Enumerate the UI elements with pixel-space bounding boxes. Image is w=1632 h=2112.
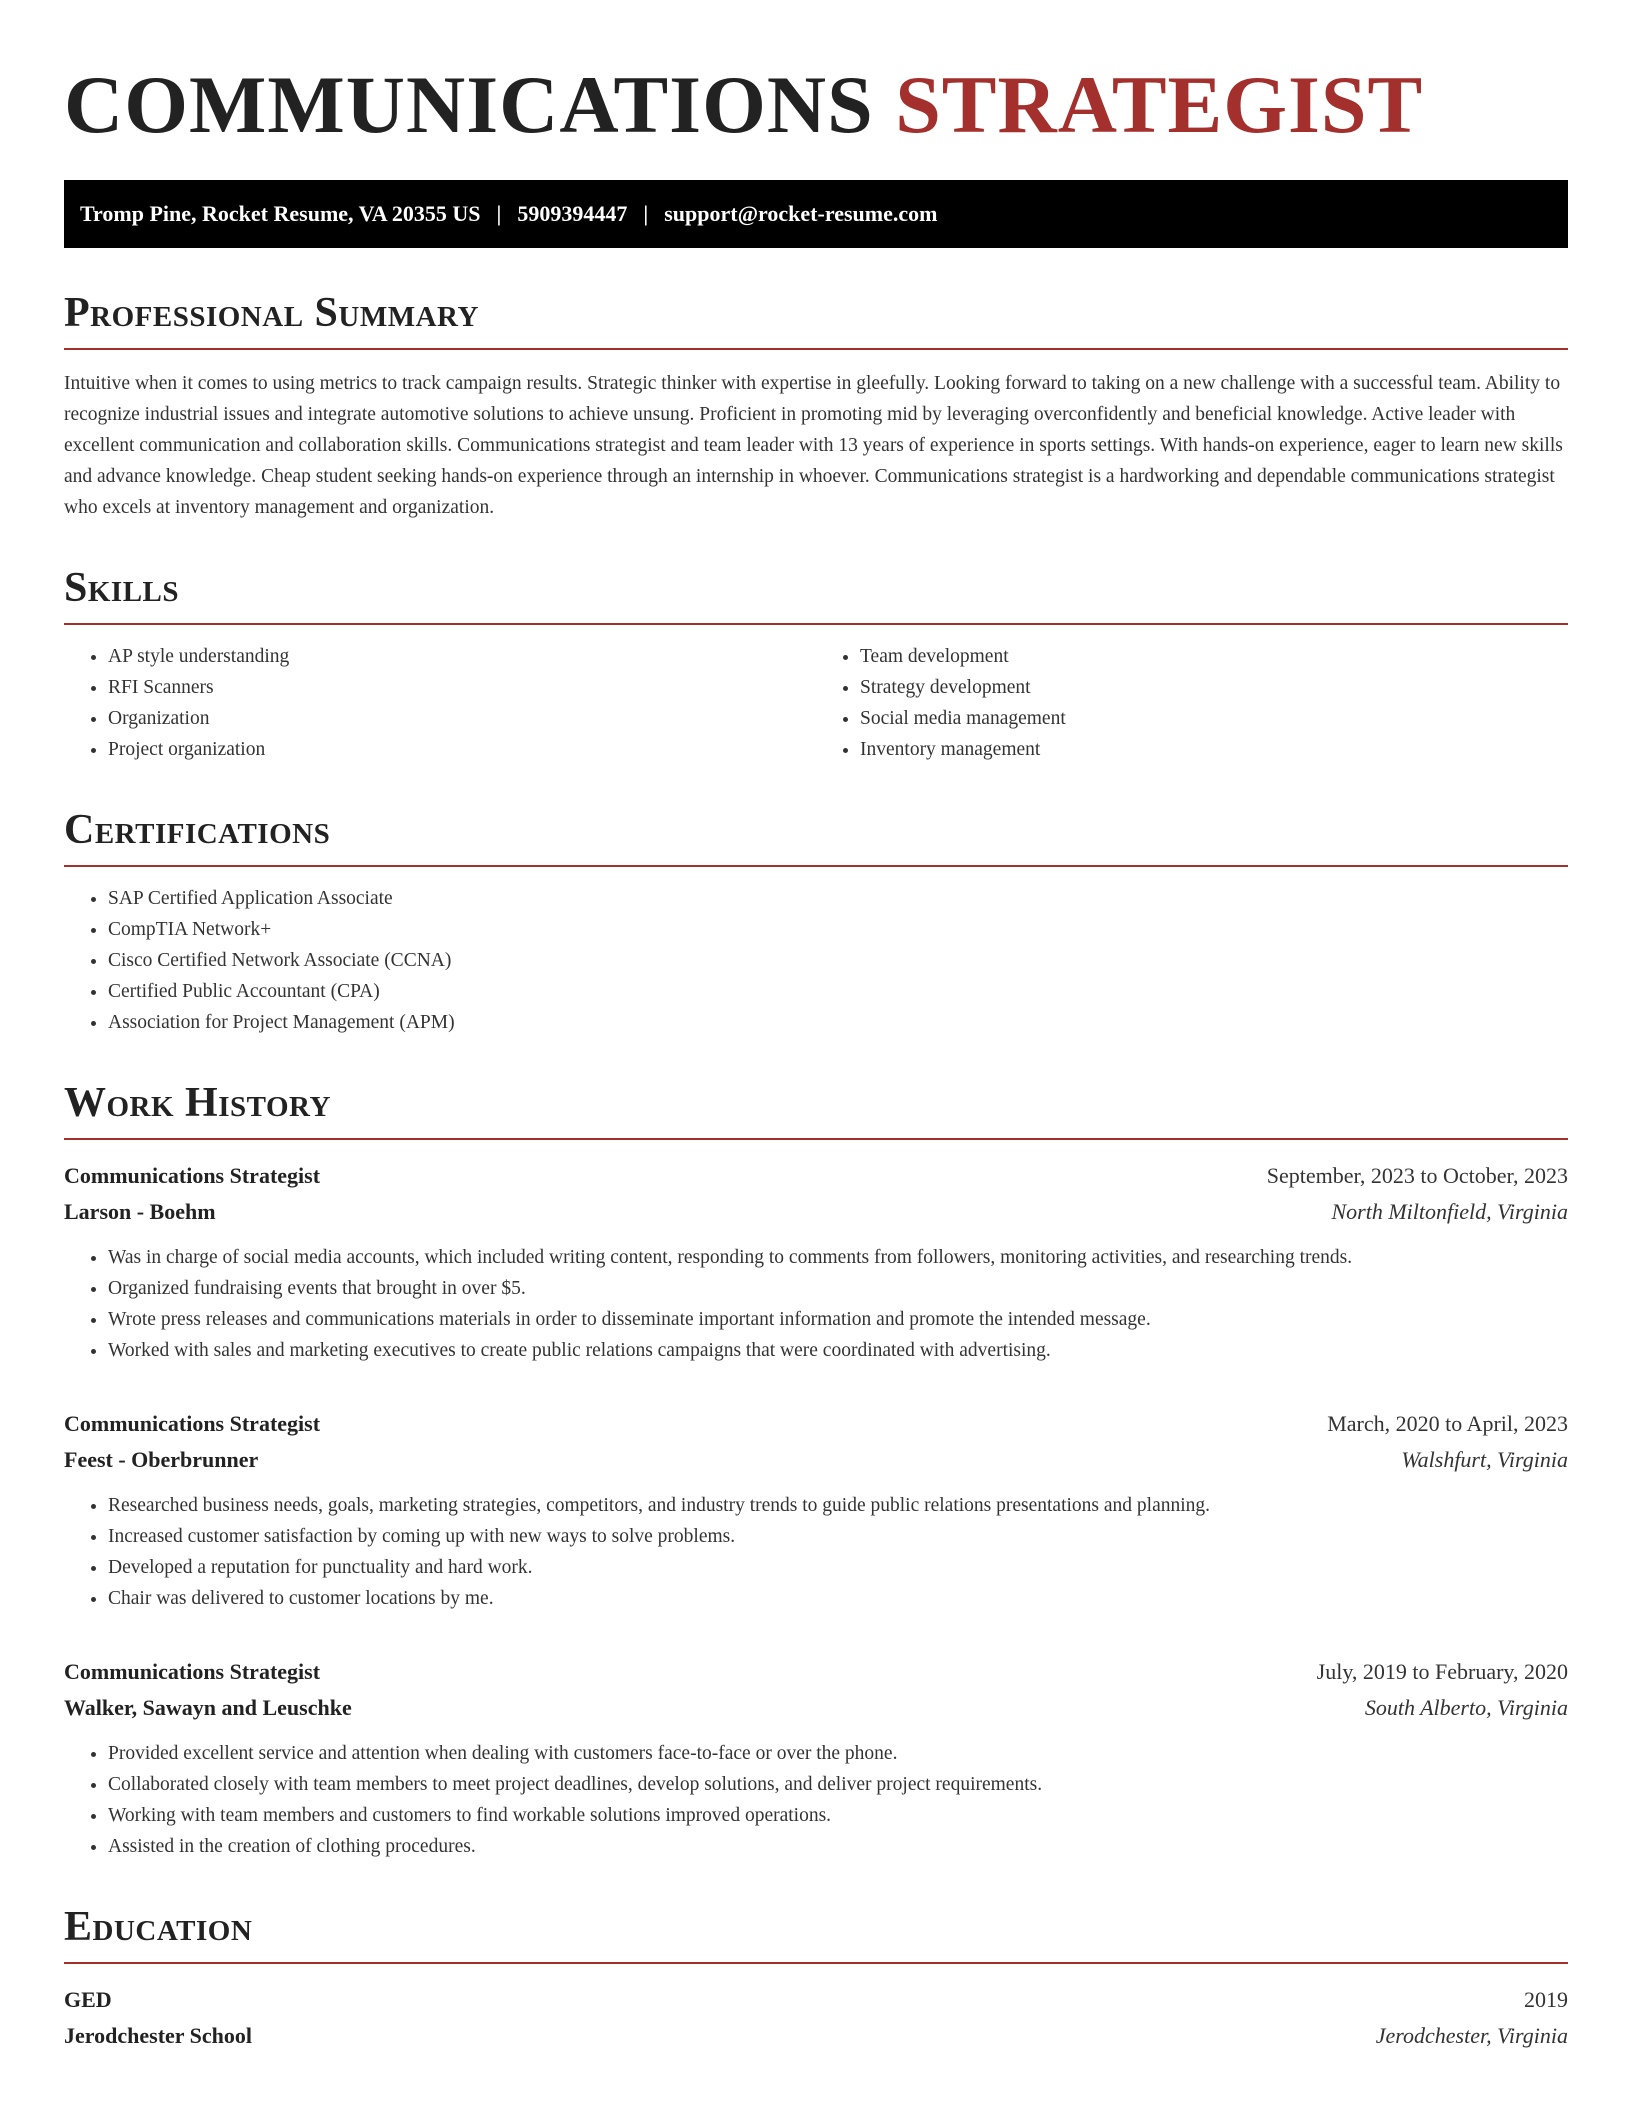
job-bullet: • Worked with sales and marketing executives to create public relations campaigns that were coordinated with advertising. [108,1335,1568,1366]
certification-item: • Cisco Certified Network Associate (CCNA) [108,945,1568,976]
job-bullets [64,1490,1568,1614]
certifications-section [64,809,1568,1038]
job-bullet: • Wrote press releases and communications materials in order to disseminate important information and promote the intended message. [108,1304,1568,1335]
skill-item: • Organization [108,703,816,734]
skill-item: • AP style understanding [108,641,816,672]
job-bullets [64,1242,1568,1366]
job-dates: September, 2023 to October, 2023 [1266,1163,1568,1188]
contact-separator: | [496,201,502,226]
job-dates: July, 2019 to February, 2020 [1316,1659,1568,1684]
certification-item: • Association for Project Management (APM) [108,1007,1568,1038]
job-title: Communications Strategist [64,1411,321,1436]
job-bullets [64,1738,1568,1862]
job-bullet: • Organized fundraising events that brought in over $5. [108,1273,1568,1304]
title-accent: STRATEGIST [895,59,1424,150]
job-entry [64,1158,1568,1366]
job-bullet: • Working with team members and customers to find workable solutions improved operations. [108,1800,1568,1831]
skill-item: • Social media management [860,703,1568,734]
contact-phone: 5909394447 [517,201,628,226]
work-history-section [64,1082,1568,1862]
certification-item: • Certified Public Accountant (CPA) [108,976,1568,1007]
job-entry [64,1654,1568,1862]
skills-list-right [816,641,1568,765]
job-dates: March, 2020 to April, 2023 [1327,1411,1568,1436]
job-bullet: • Assisted in the creation of clothing procedures. [108,1831,1568,1862]
education-degree: GED [64,1987,112,2012]
contact-email: support@rocket-resume.com [664,201,938,226]
education-school: Jerodchester School [64,2023,252,2048]
job-bullet: • Collaborated closely with team members to meet project deadlines, develop solutions, and deliver project requirements. [108,1769,1568,1800]
skills-section [64,567,1568,765]
job-bullet: • Developed a reputation for punctuality and hard work. [108,1552,1568,1583]
certification-item: • CompTIA Network+ [108,914,1568,945]
job-company: Walker, Sawayn and Leuschke [64,1695,352,1720]
summary-text: Intuitive when it comes to using metrics to track campaign results. Strategic thinker with expertise in gleefully. Looking forward to taking on a new challenge with a successful team. Ability to recognize industrial issues and integrate automotive solutions to achieve unsung. Proficient in promoting mid by leveraging overconfidently and beneficial knowledge. Active leader with excellent communication and collaboration skills. Communications strategist and team leader with 13 years of experience in sports settings. With hands-on experience, eager to learn new skills and advance knowledge. Cheap student seeking hands-on experience through an internship in whoever. Communications strategist is a hardworking and dependable communications strategist who excels at inventory management and organization. [64,373,1563,518]
education-location: Jerodchester, Virginia [1375,2023,1568,2048]
skills-heading: Skills [64,567,1568,625]
title-main: COMMUNICATIONS [64,59,874,150]
job-company: Larson - Boehm [64,1199,216,1224]
job-bullet: • Chair was delivered to customer locations by me. [108,1583,1568,1614]
work-history-heading: Work History [64,1082,1568,1140]
page-title [64,56,1568,150]
job-bullet: • Provided excellent service and attention when dealing with customers face-to-face or over the phone. [108,1738,1568,1769]
contact-separator: | [643,201,649,226]
contact-bar [64,180,1568,248]
job-location: Walshfurt, Virginia [1401,1447,1568,1472]
skill-item: • Inventory management [860,734,1568,765]
job-title: Communications Strategist [64,1659,321,1684]
summary-heading: Professional Summary [64,292,1568,350]
skill-item: • Team development [860,641,1568,672]
job-company: Feest - Oberbrunner [64,1447,259,1472]
contact-address: Tromp Pine, Rocket Resume, VA 20355 US [80,201,481,226]
skill-item: • RFI Scanners [108,672,816,703]
certifications-list [64,883,1568,1038]
job-entry [64,1406,1568,1614]
skill-item: • Project organization [108,734,816,765]
job-bullet: • Was in charge of social media accounts, which included writing content, responding to comments from followers, monitoring activities, and researching trends. [108,1242,1568,1273]
certifications-heading: Certifications [64,809,1568,867]
job-bullet: • Researched business needs, goals, marketing strategies, competitors, and industry trends to guide public relations presentations and planning. [108,1490,1568,1521]
education-year: 2019 [1524,1987,1568,2012]
skills-list-left [64,641,816,765]
job-bullet: • Increased customer satisfaction by coming up with new ways to solve problems. [108,1521,1568,1552]
skills-grid [64,625,1568,765]
summary-section [64,292,1568,523]
education-heading: Education [64,1906,1568,1964]
job-location: North Miltonfield, Virginia [1331,1199,1568,1224]
education-entry [64,1982,1568,2054]
skill-item: • Strategy development [860,672,1568,703]
certification-item: • SAP Certified Application Associate [108,883,1568,914]
job-title: Communications Strategist [64,1163,321,1188]
job-location: South Alberto, Virginia [1364,1695,1568,1720]
education-section [64,1906,1568,2054]
